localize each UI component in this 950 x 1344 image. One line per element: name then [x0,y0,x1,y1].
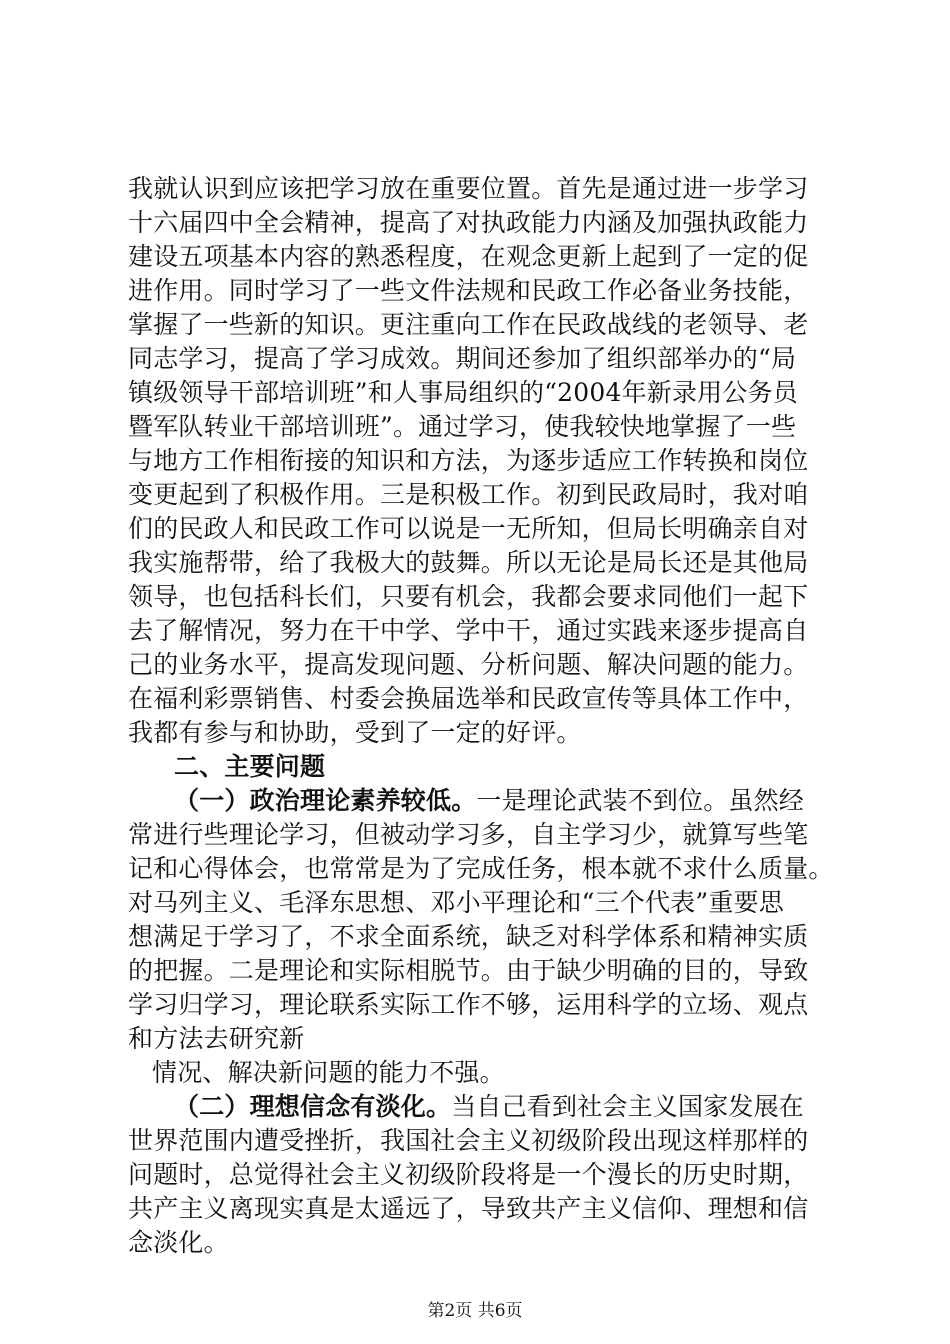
body-line: 问题时，总觉得社会主义初级阶段将是一个漫长的历史时期， [128,1160,809,1189]
body-line: 常进行些理论学习，但被动学习多，自主学习少，就算写些笔 [128,820,809,849]
body-line: 念淡化。 [128,1228,229,1257]
body-line: 我就认识到应该把学习放在重要位置。首先是通过进一步学习 [128,174,809,203]
page-number-footer: 第2页 共6页 [427,1301,523,1321]
body-line: 记和心得体会，也常常是为了完成任务，根本就不求什么质量。 [128,854,834,883]
subsection-1-text: 一是理论武装不到位。虽然经 [476,786,805,815]
body-line: 建设五项基本内容的熟悉程度，在观念更新上起到了一定的促 [128,242,809,271]
body-line: 己的业务水平，提高发现问题、分析问题、解决问题的能力。 [128,650,809,679]
body-line: 与地方工作相衔接的知识和方法，为逐步适应工作转换和岗位 [128,446,809,475]
body-line: 在福利彩票销售、村委会换届选举和民政宣传等具体工作中， [128,684,809,713]
body-line: 去了解情况，努力在干中学、学中干，通过实践来逐步提高自 [128,616,809,645]
body-line: 想满足于学习了，不求全面系统，缺乏对科学体系和精神实质 [128,922,809,951]
body-line: 镇级领导干部培训班”和人事局组织的“2004年新录用公务员 [128,378,798,407]
body-line: 们的民政人和民政工作可以说是一无所知，但局长明确亲自对 [128,514,809,543]
body-line: 和方法去研究新 [128,1024,305,1053]
subsection-2-first-line [174,1090,894,1124]
body-line: 的把握。二是理论和实际相脱节。由于缺少明确的目的，导致 [128,956,809,985]
body-line: 我都有参与和协助，受到了一定的好评。 [128,718,582,747]
body-line: 十六届四中全会精神，提高了对执政能力内涵及加强执政能力 [128,208,809,237]
body-line: 进作用。同时学习了一些文件法规和民政工作必备业务技能， [128,276,809,305]
body-line: 同志学习，提高了学习成效。期间还参加了组织部举办的“局 [128,344,797,373]
subsection-1-title: （一）政治理论素养较低。 [174,786,477,815]
body-line: 情况、解决新问题的能力不强。 [152,1058,505,1087]
body-line: 我实施帮带，给了我极大的鼓舞。所以无论是局长还是其他局 [128,548,809,577]
body-line: 领导，也包括科长们，只要有机会，我都会要求同他们一起下 [128,582,809,611]
subsection-1-first-line [174,784,894,818]
body-line: 学习归学习，理论联系实际工作不够，运用科学的立场、观点 [128,990,809,1019]
section-heading: 二、主要问题 [174,752,326,781]
body-line: 对马列主义、毛泽东思想、邓小平理论和“三个代表”重要思 [128,888,784,917]
body-line: 共产主义离现实真是太遥远了，导致共产主义信仰、理想和信 [128,1194,809,1223]
body-line: 掌握了一些新的知识。更注重向工作在民政战线的老领导、老 [128,310,809,339]
body-line: 变更起到了积极作用。三是积极工作。初到民政局时，我对咱 [128,480,809,509]
subsection-2-title: （二）理想信念有淡化。 [174,1092,452,1121]
body-line: 世界范围内遭受挫折，我国社会主义初级阶段出现这样那样的 [128,1126,809,1155]
body-line: 暨军队转业干部培训班”。通过学习，使我较快地掌握了一些 [128,412,797,441]
subsection-2-text: 当自己看到社会主义国家发展在 [451,1092,805,1121]
